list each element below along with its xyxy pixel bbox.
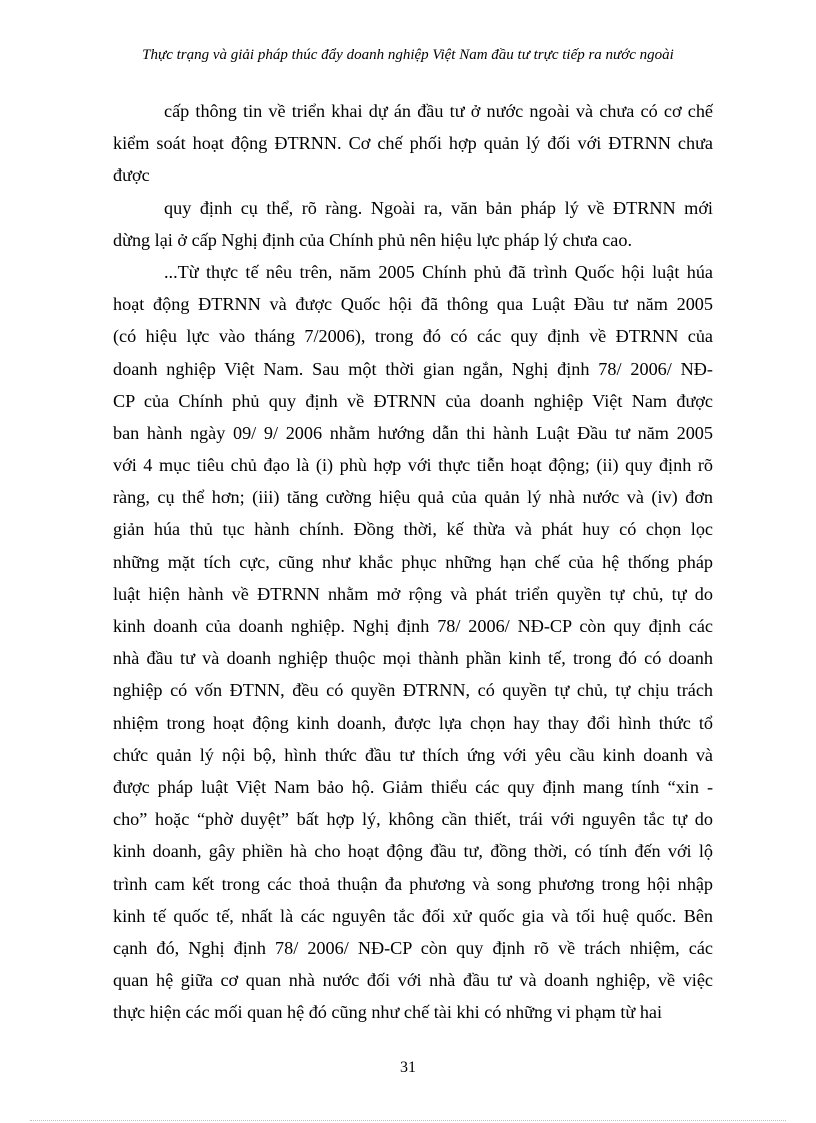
text-line: ràng, cụ thể hơn; (iii) tăng cường hiệu quả của quản lý nhà nước và (iv) đơn [113,487,713,508]
text-line: chức quản lý nội bộ, hình thức đầu tư thích ứng với yêu cầu kinh doanh và [113,744,713,765]
running-header: Thực trạng và giải pháp thúc đẩy doanh nghiệp Việt Nam đầu tư trực tiếp ra nước ngoài [142,47,674,63]
text-line: thực hiện các mối quan hệ đó cũng như chế tài khi có những vi phạm từ hai [113,1002,663,1023]
text-line: quan hệ giữa cơ quan nhà nước đối với nhà đầu tư và doanh nghiệp, về việc [113,970,713,991]
text-line: kinh tế quốc tế, nhất là các nguyên tắc đối xử quốc gia và tối huệ quốc. Bên [113,905,713,926]
text-line: doanh nghiệp Việt Nam. Sau một thời gian ngắn, Nghị định 78/ 2006/ NĐ- [113,358,713,379]
text-line: với 4 mục tiêu chủ đạo là (i) phù hợp với thực tiễn hoạt động; (ii) quy định rõ [113,455,713,476]
text-line: được pháp luật Việt Nam bảo hộ. Giảm thiểu các quy định mang tính “xin - [113,776,713,797]
page-bottom-border [30,1120,786,1121]
text-line: trình cam kết trong các thoả thuận đa phương và song phương trong hội nhập [113,873,713,894]
text-line: dừng lại ở cấp Nghị định của Chính phủ nên hiệu lực pháp lý chưa cao. [113,229,633,250]
text-line: (có hiệu lực vào tháng 7/2006), trong đó có các quy định về ĐTRNN của [113,326,713,347]
text-line: ...Từ thực tế nêu trên, năm 2005 Chính phủ đã trình Quốc hội luật húa [164,261,713,282]
text-line: CP của Chính phủ quy định về ĐTRNN của doanh nghiệp Việt Nam được [113,390,713,411]
page-number: 31 [400,1059,416,1076]
text-line: kiểm soát hoạt động ĐTRNN. Cơ chế phối hợp quản lý đối với ĐTRNN chưa [113,133,713,154]
text-line: giản húa thủ tục hành chính. Đồng thời, kế thừa và phát huy có chọn lọc [113,519,713,540]
text-line: cấp thông tin về triển khai dự án đầu tư ở nước ngoài và chưa có cơ chế [164,101,713,121]
text-line: cạnh đó, Nghị định 78/ 2006/ NĐ-CP còn quy định rõ về trách nhiệm, các [113,937,713,958]
text-line: nghiệp có vốn ĐTNN, đều có quyền ĐTRNN, có quyền tự chủ, tự chịu trách [113,680,713,701]
text-line: nhiệm trong hoạt động kinh doanh, được lựa chọn hay thay đổi hình thức tổ [113,712,713,733]
text-line: quy định cụ thể, rõ ràng. Ngoài ra, văn bản pháp lý về ĐTRNN mới [164,197,713,218]
text-line: ban hành ngày 09/ 9/ 2006 nhằm hướng dẫn thi hành Luật Đầu tư năm 2005 [113,422,713,443]
text-line: hoạt động ĐTRNN và được Quốc hội đã thông qua Luật Đầu tư năm 2005 [113,294,713,315]
text-line: nhà đầu tư và doanh nghiệp thuộc mọi thành phần kinh tế, trong đó có doanh [113,648,713,669]
text-line: được [113,165,150,186]
body-text [113,95,713,1028]
text-line: cho” hoặc “phờ duyệt” bất hợp lý, không cần thiết, trái với nguyên tắc tự do [113,809,713,830]
text-line: luật hiện hành về ĐTRNN nhằm mở rộng và phát triển quyền tự chủ, tự do [113,583,713,604]
text-line: kinh doanh của doanh nghiệp. Nghị định 78/ 2006/ NĐ-CP còn quy định các [113,616,713,636]
text-line: những mặt tích cực, cũng như khắc phục những hạn chế của hệ thống pháp [113,551,713,572]
text-line: kinh doanh, gây phiền hà cho hoạt động đầu tư, đồng thời, có tính đến với lộ [113,841,713,862]
